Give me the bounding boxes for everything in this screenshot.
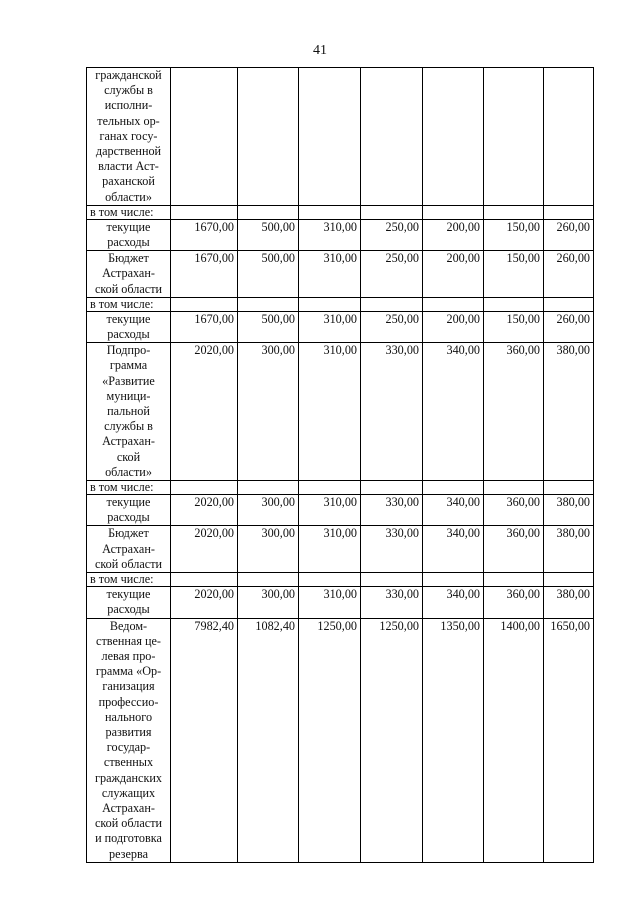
row-label-line: ской — [116, 449, 141, 464]
row-label-line: Бюджет — [108, 526, 149, 541]
row-label — [87, 526, 171, 573]
row-label — [87, 251, 171, 298]
value-cell: 330,00 — [361, 587, 423, 618]
table-row — [87, 526, 594, 573]
empty-cell — [238, 573, 299, 587]
value-cell: 330,00 — [361, 495, 423, 526]
row-label-line: текущие — [106, 587, 151, 602]
value-cell: 330,00 — [361, 343, 423, 481]
including-row — [87, 297, 594, 311]
row-label-line: Подпро- — [106, 343, 151, 358]
value-cell: 2020,00 — [171, 526, 238, 573]
value-cell: 260,00 — [544, 219, 594, 250]
table-row — [87, 311, 594, 342]
row-label-line: службы в — [104, 419, 153, 434]
row-label-line: власти Аст- — [98, 159, 159, 174]
page-number: 41 — [313, 43, 327, 58]
row-label-line: ской области — [94, 556, 163, 571]
value-cell: 360,00 — [484, 526, 544, 573]
value-cell: 360,00 — [484, 343, 544, 481]
empty-cell — [299, 481, 361, 495]
value-cell: 310,00 — [299, 343, 361, 481]
empty-cell — [171, 205, 238, 219]
row-label-line: служащих — [101, 785, 156, 800]
value-cell: 300,00 — [238, 495, 299, 526]
row-label — [87, 343, 171, 481]
row-label-line: развития — [105, 724, 152, 739]
including-label: в том числе: — [87, 481, 171, 495]
row-label — [87, 311, 171, 342]
value-cell — [171, 68, 238, 206]
row-label-line: ской области — [94, 816, 163, 831]
row-label-line: Астрахан- — [102, 434, 155, 449]
row-label — [87, 219, 171, 250]
row-label-line: Бюджет — [108, 251, 149, 266]
table-row — [87, 495, 594, 526]
empty-cell — [238, 205, 299, 219]
row-label-line: текущие — [106, 311, 151, 326]
value-cell: 150,00 — [484, 219, 544, 250]
value-cell: 310,00 — [299, 526, 361, 573]
table-row — [87, 587, 594, 618]
row-label-line: раханской — [102, 174, 155, 189]
empty-cell — [423, 205, 484, 219]
value-cell: 500,00 — [238, 219, 299, 250]
row-label-line: расходы — [107, 510, 150, 525]
empty-cell — [171, 297, 238, 311]
empty-cell — [171, 481, 238, 495]
value-cell: 310,00 — [299, 311, 361, 342]
value-cell — [484, 68, 544, 206]
empty-cell — [544, 481, 594, 495]
value-cell: 300,00 — [238, 526, 299, 573]
value-cell — [299, 68, 361, 206]
including-label: в том числе: — [87, 297, 171, 311]
empty-cell — [423, 481, 484, 495]
value-cell: 500,00 — [238, 311, 299, 342]
row-label-line: гражданских — [94, 770, 162, 785]
row-label-line: Астрахан- — [102, 266, 155, 281]
row-label-line: ганах госу- — [99, 128, 158, 143]
row-label-line: исполни- — [104, 98, 153, 113]
value-cell: 250,00 — [361, 311, 423, 342]
row-label-line: левая про- — [101, 648, 156, 663]
value-cell: 380,00 — [544, 587, 594, 618]
row-label-line: расходы — [107, 235, 150, 250]
row-label-line: ской области — [94, 281, 163, 296]
value-cell: 2020,00 — [171, 495, 238, 526]
including-row — [87, 573, 594, 587]
row-label-line: муници- — [106, 388, 151, 403]
value-cell — [423, 68, 484, 206]
row-label-line: текущие — [106, 219, 151, 234]
empty-cell — [423, 573, 484, 587]
empty-cell — [484, 297, 544, 311]
value-cell: 360,00 — [484, 495, 544, 526]
value-cell: 150,00 — [484, 311, 544, 342]
row-label-line: нального — [104, 709, 153, 724]
row-label-line: профессио- — [98, 694, 159, 709]
row-label-line: области» — [105, 464, 152, 479]
row-label-line: и подготовка — [95, 831, 162, 846]
empty-cell — [544, 573, 594, 587]
row-label-line: расходы — [107, 327, 150, 342]
row-label — [87, 587, 171, 618]
row-label-line: Ведом- — [109, 618, 148, 633]
empty-cell — [544, 205, 594, 219]
table-row — [87, 251, 594, 298]
value-cell: 310,00 — [299, 251, 361, 298]
value-cell: 340,00 — [423, 526, 484, 573]
value-cell: 300,00 — [238, 343, 299, 481]
value-cell: 1350,00 — [423, 618, 484, 862]
value-cell: 1670,00 — [171, 219, 238, 250]
including-row — [87, 205, 594, 219]
row-label-line: ственных — [103, 755, 154, 770]
empty-cell — [423, 297, 484, 311]
table-row — [87, 219, 594, 250]
row-label-line: пальной — [107, 404, 150, 419]
value-cell: 310,00 — [299, 587, 361, 618]
value-cell: 360,00 — [484, 587, 544, 618]
value-cell: 310,00 — [299, 495, 361, 526]
budget-table — [86, 67, 594, 863]
value-cell: 260,00 — [544, 251, 594, 298]
row-label-line: текущие — [106, 495, 151, 510]
row-label — [87, 495, 171, 526]
value-cell: 1082,40 — [238, 618, 299, 862]
value-cell: 1670,00 — [171, 251, 238, 298]
value-cell: 7982,40 — [171, 618, 238, 862]
row-label-line: резерва — [109, 846, 148, 861]
row-label-line: ственная це- — [96, 633, 161, 648]
row-label-line: области» — [105, 189, 152, 204]
table-row — [87, 618, 594, 862]
empty-cell — [484, 205, 544, 219]
value-cell: 1250,00 — [361, 618, 423, 862]
value-cell: 340,00 — [423, 587, 484, 618]
row-label — [87, 68, 171, 206]
value-cell: 340,00 — [423, 495, 484, 526]
empty-cell — [299, 205, 361, 219]
value-cell: 380,00 — [544, 526, 594, 573]
value-cell: 380,00 — [544, 343, 594, 481]
empty-cell — [299, 297, 361, 311]
row-label-line: тельных ор- — [97, 113, 160, 128]
empty-cell — [361, 297, 423, 311]
value-cell — [361, 68, 423, 206]
empty-cell — [299, 573, 361, 587]
value-cell — [544, 68, 594, 206]
value-cell: 250,00 — [361, 219, 423, 250]
empty-cell — [484, 573, 544, 587]
value-cell: 2020,00 — [171, 343, 238, 481]
value-cell: 340,00 — [423, 343, 484, 481]
value-cell — [238, 68, 299, 206]
row-label-line: Астрахан- — [102, 800, 155, 815]
value-cell: 330,00 — [361, 526, 423, 573]
value-cell: 500,00 — [238, 251, 299, 298]
value-cell: 1400,00 — [484, 618, 544, 862]
table-row — [87, 343, 594, 481]
row-label-line: Астрахан- — [102, 541, 155, 556]
empty-cell — [238, 297, 299, 311]
value-cell: 260,00 — [544, 311, 594, 342]
value-cell: 200,00 — [423, 219, 484, 250]
value-cell: 1670,00 — [171, 311, 238, 342]
including-label: в том числе: — [87, 205, 171, 219]
value-cell: 310,00 — [299, 219, 361, 250]
row-label-line: гражданской — [95, 68, 162, 82]
row-label — [87, 618, 171, 862]
row-label-line: государ- — [106, 740, 151, 755]
empty-cell — [544, 297, 594, 311]
empty-cell — [484, 481, 544, 495]
value-cell: 200,00 — [423, 311, 484, 342]
empty-cell — [361, 481, 423, 495]
value-cell: 200,00 — [423, 251, 484, 298]
row-label-line: грамма — [109, 358, 148, 373]
value-cell: 380,00 — [544, 495, 594, 526]
empty-cell — [361, 205, 423, 219]
row-label-line: грамма «Ор- — [95, 664, 162, 679]
value-cell: 2020,00 — [171, 587, 238, 618]
row-label-line: расходы — [107, 602, 150, 617]
value-cell: 300,00 — [238, 587, 299, 618]
empty-cell — [361, 573, 423, 587]
value-cell: 1650,00 — [544, 618, 594, 862]
including-row — [87, 481, 594, 495]
value-cell: 1250,00 — [299, 618, 361, 862]
table-row — [87, 68, 594, 206]
empty-cell — [238, 481, 299, 495]
including-label: в том числе: — [87, 573, 171, 587]
value-cell: 150,00 — [484, 251, 544, 298]
value-cell: 250,00 — [361, 251, 423, 298]
row-label-line: «Развитие — [102, 373, 155, 388]
row-label-line: службы в — [104, 83, 153, 98]
row-label-line: дарственной — [95, 144, 162, 159]
row-label-line: ганизация — [102, 679, 155, 694]
empty-cell — [171, 573, 238, 587]
